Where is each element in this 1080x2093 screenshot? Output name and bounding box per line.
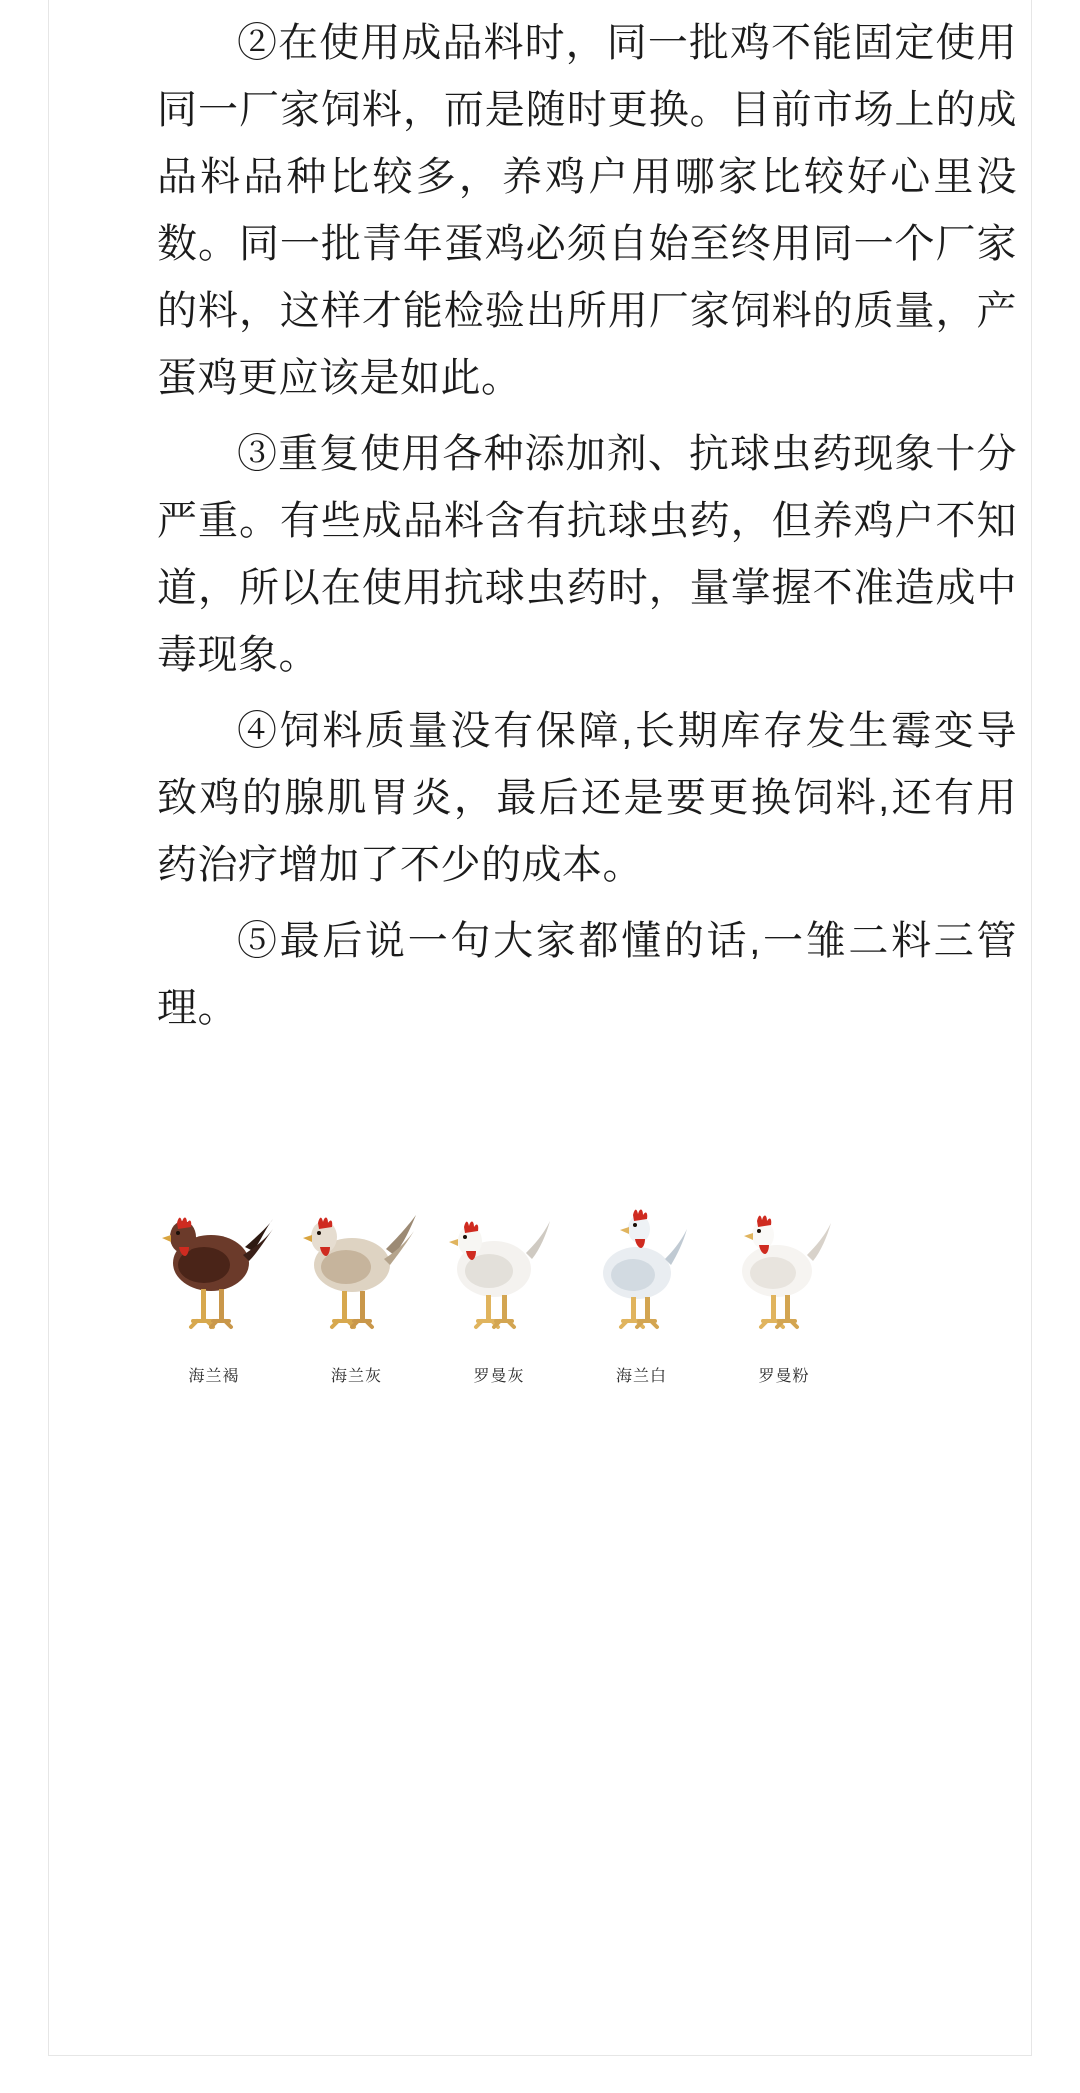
chicken-icon bbox=[434, 1185, 564, 1355]
gallery-item-caption: 海兰灰 bbox=[330, 1368, 382, 1385]
gallery-item-caption: 海兰白 bbox=[615, 1368, 667, 1385]
chicken-illustration-hailanhe bbox=[149, 1185, 279, 1355]
paragraph-2: ②在使用成品料时，同一批鸡不能固定使用同一厂家饲料，而是随时更换。目前市场上的成品料品种比较多，养鸡户用哪家比较好心里没数。同一批青年蛋鸡必须自始至终用同一个厂家的料，这样才能检验出所用厂家饲料的质量，产蛋鸡更应该是如此。 bbox=[157, 21, 1017, 400]
article-card bbox=[48, 0, 1032, 2056]
gallery-item-caption: 罗曼粉 bbox=[758, 1368, 810, 1385]
gallery-item bbox=[434, 1185, 564, 1386]
chicken-icon bbox=[292, 1185, 422, 1355]
chicken-illustration-luomanfen bbox=[719, 1185, 849, 1355]
paragraph-3: ③重复使用各种添加剂、抗球虫药现象十分严重。有些成品料含有抗球虫药，但养鸡户不知道，所以在使用抗球虫药时，量掌握不准造成中毒现象。 bbox=[157, 432, 1017, 677]
gallery-item-caption: 海兰褐 bbox=[188, 1368, 240, 1385]
chicken-breed-gallery bbox=[149, 1171, 849, 1386]
chicken-icon bbox=[577, 1185, 707, 1355]
chicken-icon bbox=[149, 1185, 279, 1355]
gallery-item bbox=[149, 1185, 279, 1386]
article-body bbox=[157, 10, 1017, 1042]
paragraph-4: ④饲料质量没有保障,长期库存发生霉变导致鸡的腺肌胃炎，最后还是要更换饲料,还有用药治疗增加了不少的成本。 bbox=[157, 709, 1017, 887]
chicken-icon bbox=[719, 1185, 849, 1355]
chicken-illustration-hailanbai bbox=[577, 1185, 707, 1355]
paragraph-5: ⑤最后说一句大家都懂的话,一雏二料三管理。 bbox=[157, 919, 1017, 1030]
gallery-item bbox=[719, 1185, 849, 1386]
gallery-item bbox=[577, 1185, 707, 1386]
chicken-illustration-hailanhui bbox=[292, 1185, 422, 1355]
gallery-item bbox=[292, 1185, 422, 1386]
chicken-illustration-luomanhui bbox=[434, 1185, 564, 1355]
gallery-item-caption: 罗曼灰 bbox=[473, 1368, 525, 1385]
